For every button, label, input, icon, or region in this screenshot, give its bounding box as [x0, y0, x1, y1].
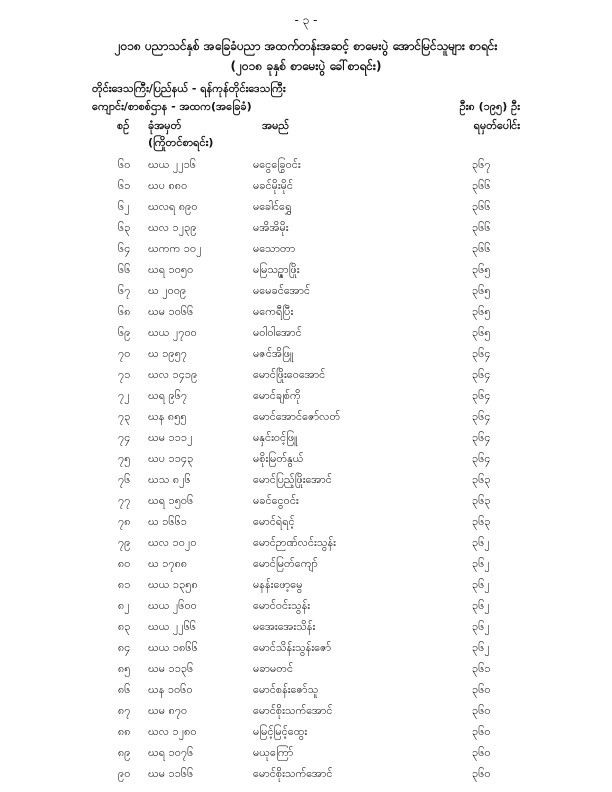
row-number: ၆၇ [118, 284, 131, 297]
row-number: ၈၇ [118, 704, 131, 717]
candidate-name: မစိုးမြတ်နွယ် [253, 452, 304, 465]
total-marks: ၃၆၅ [472, 305, 491, 318]
candidate-name: မခင်မိုးမိုင် [253, 179, 294, 192]
total-marks: ၃၆၀ [472, 746, 491, 759]
candidate-name: မောင်အောင်ဇော်လတ် [253, 410, 341, 423]
table-row [0, 427, 612, 448]
candidate-name: မခင်ငွေဝင်း [253, 494, 299, 507]
row-number: ၈၈ [118, 725, 131, 738]
row-number: ၈၉ [118, 746, 131, 759]
total-marks: ၃၆၂ [472, 557, 490, 570]
roll-number: ဃမ ၁၁၃၆ [148, 662, 194, 675]
table-row [0, 217, 612, 238]
candidate-name: မအေးအေးသိန်း [253, 620, 316, 633]
roll-number: ဃပ ၁၁၄၃ [148, 452, 194, 465]
table-row [0, 721, 612, 742]
table-row [0, 343, 612, 364]
roll-number: ဃပ ၈၈၀ [148, 179, 188, 192]
roll-number: ဃလရ ၈၉၀ [148, 200, 198, 213]
total-marks: ၃၆၂ [472, 578, 490, 591]
roll-number: ဃမ ၁၁၁၂ [148, 431, 193, 444]
candidate-name: မမြသဉ္ဇာဖြိုး [253, 263, 300, 276]
column-header-no: စဉ် [117, 119, 130, 132]
total-marks: ၃၆၆ [472, 200, 491, 213]
table-row [0, 385, 612, 406]
table-row [0, 364, 612, 385]
total-marks: ၃၆၃ [472, 494, 491, 507]
total-marks: ၃၆၂ [472, 641, 490, 654]
candidate-name: မမြင့်မြင့်ထွေး [253, 725, 308, 738]
row-number: ၇၉ [118, 536, 131, 549]
total-marks: ၃၆၄ [472, 452, 491, 465]
row-number: ၈၃ [118, 620, 131, 633]
column-header-marks: ရမှတ်ပေါင်း [473, 119, 520, 132]
row-number: ၆၂ [118, 200, 130, 213]
total-marks: ၃၆၀ [472, 767, 491, 780]
candidate-name: မဝါဝါအောင် [253, 326, 302, 339]
candidate-name: မမေခင်အောင် [253, 284, 311, 297]
total-marks: ၃၆၅ [472, 263, 491, 276]
table-row [0, 322, 612, 343]
table-row [0, 511, 612, 532]
candidate-name: မောင်ချစ်ကို [253, 389, 301, 402]
total-marks: ၃၆၆ [472, 242, 491, 255]
candidate-name: မောင်မြတ်ကျော် [253, 557, 318, 570]
roll-number: ဃရ ၁၅၀၆ [148, 494, 194, 507]
table-row [0, 532, 612, 553]
row-number: ၇၁ [118, 368, 131, 381]
row-number: ၇၅ [118, 452, 131, 465]
total-marks: ၃၆၄ [472, 368, 491, 381]
table-row [0, 742, 612, 763]
candidate-name: မောင်စန်းဇော်သူ [253, 683, 319, 696]
roll-number: ဃ ၁၆၆၁ [148, 515, 187, 528]
roll-number: ဃ ၂၀၀၉ [148, 284, 187, 297]
page-number: - ၃ - [294, 13, 318, 27]
table-row [0, 616, 612, 637]
roll-number: ဃမ ၁၁၆၆ [148, 767, 194, 780]
candidate-name: မဇင်အိဖြူ [253, 347, 294, 360]
table-row [0, 154, 612, 175]
table-row [0, 301, 612, 322]
column-header-roll: ခုံအမှတ် [148, 119, 182, 132]
total-marks: ၃၆၂ [472, 620, 490, 633]
roll-number: ဃရ ၁၀၅၀ [148, 263, 194, 276]
total-marks: ၃၆၀ [472, 725, 491, 738]
table-row [0, 658, 612, 679]
roll-number: ဃယ ၁၈၆၆ [148, 641, 198, 654]
document-title: ၂၀၁၈ ပညာသင်နှစ် အခြေခံပညာ အထက်တန်းအဆင့် စာမေးပွဲ အောင်မြင်သူများ စာရင်း [114, 39, 498, 53]
table-row [0, 679, 612, 700]
total-marks: ၃၆၆ [472, 179, 491, 192]
table-row [0, 196, 612, 217]
total-marks: ၃၆၅ [472, 284, 491, 297]
total-marks: ၃၆၁ [472, 662, 491, 675]
table-row [0, 469, 612, 490]
roll-number: ဃ ၁၉၅၇ [148, 347, 187, 360]
table-row [0, 763, 612, 784]
row-number: ၇၄ [118, 431, 131, 444]
candidate-count: ဦး၈ (၁၉၅) ဦး [459, 100, 520, 113]
table-row [0, 637, 612, 658]
roll-number: ဃယ ၂၂၁၆ [148, 158, 197, 171]
candidate-name: မနှင်းဝင့်ဖြူ [253, 431, 298, 444]
candidate-name: မအိအိမိုး [253, 221, 289, 234]
roll-number: ဃယ ၂၂၆၆ [148, 620, 197, 633]
table-row [0, 448, 612, 469]
roll-number: ဃယ ၂၆၀၀ [148, 599, 197, 612]
roll-number: ဃယ ၁၃၅၈ [148, 578, 198, 591]
column-header-name: အမည် [262, 119, 290, 132]
row-number: ၆၆ [118, 263, 131, 276]
roll-number: ဃန ၈၅၅ [148, 410, 187, 423]
roll-number: ဃလ ၁၂၃၉ [148, 221, 197, 234]
candidate-name: မောင်စိုးသက်အောင် [253, 767, 333, 780]
row-number: ၈၄ [118, 641, 131, 654]
roll-number: ဃကက ၁၀၂ [148, 242, 202, 255]
table-row [0, 238, 612, 259]
row-number: ၈၆ [118, 683, 131, 696]
roll-number: ဃလ ၁၀၂၀ [148, 536, 197, 549]
row-number: ၇၀ [118, 347, 131, 360]
roll-number: ဃ ၁၇၈၈ [148, 557, 188, 570]
total-marks: ၃၆၃ [472, 515, 491, 528]
table-row [0, 490, 612, 511]
row-number: ၆၄ [118, 242, 131, 255]
roll-number: ဃရ ၉၆၇ [148, 389, 188, 402]
row-number: ၈၅ [118, 662, 131, 675]
row-number: ၈၁ [118, 578, 131, 591]
roll-number: ဃမ ၁၀၆၆ [148, 305, 194, 318]
row-number: ၇၈ [118, 515, 131, 528]
total-marks: ၃၆၀ [472, 683, 491, 696]
row-number: ၆၈ [118, 305, 131, 318]
table-row [0, 574, 612, 595]
school-line: ကျောင်း/စာစစ်ဌာန - အထက(အခြေခံ) [92, 100, 252, 113]
candidate-name: မောင်စိုးသက်အောင် [253, 704, 333, 717]
candidate-name: မယုကြော် [253, 746, 294, 759]
candidate-name: မောင်ဉာဏ်လင်းသွန်း [253, 536, 336, 549]
row-number: ၆၃ [118, 221, 131, 234]
total-marks: ၃၆၄ [472, 431, 491, 444]
row-number: ၇၇ [118, 494, 131, 507]
table-row [0, 553, 612, 574]
candidate-name: မခာမတင် [253, 662, 294, 675]
candidate-name: မငွေခြွေဝင်း [253, 158, 301, 171]
column-header-roll-sub: (ကြိုတင်စာရင်း) [148, 136, 214, 149]
total-marks: ၃၆၂ [472, 536, 490, 549]
candidate-name: မောင်ဝင်းသွန်း [253, 599, 311, 612]
total-marks: ၃၆၄ [472, 347, 491, 360]
candidate-name: မကေရီပြီး [253, 305, 294, 318]
roll-number: ဃမ ၈၇၀ [148, 704, 188, 717]
roll-number: ဃယ ၂၇၀၀ [148, 326, 197, 339]
row-number: ၆၀ [118, 158, 131, 171]
total-marks: ၃၆၇ [472, 158, 491, 171]
roll-number: ဃသ ၈၂၆ [148, 473, 191, 486]
total-marks: ၃၆၆ [472, 221, 491, 234]
total-marks: ၃၆၀ [472, 704, 491, 717]
candidate-name: မောင်သိန်းသွန်းဇော် [253, 641, 332, 654]
row-number: ၇၃ [118, 410, 131, 423]
document-subtitle: (၂၀၁၈ ခုနှစ် စာမေးပွဲ ခေါ်စာရင်း) [230, 59, 382, 73]
candidate-name: မောင်ရဲရင့် [253, 515, 295, 528]
candidate-name: မောင်ပြည့်ဖြိုးအောင် [253, 473, 332, 486]
table-row [0, 700, 612, 721]
roll-number: ဃန ၁၀၆၀ [148, 683, 193, 696]
row-number: ၈၀ [118, 557, 131, 570]
row-number: ၆၉ [118, 326, 131, 339]
candidate-name: မနန်းဖော့မွေ [253, 578, 303, 591]
total-marks: ၃၆၂ [472, 599, 490, 612]
candidate-name: မသောတာ [253, 242, 296, 255]
table-row [0, 406, 612, 427]
candidate-name: မခေါင်ရွှေ [253, 200, 292, 213]
roll-number: ဃရ ၁၀၇၆ [148, 746, 194, 759]
table-row [0, 259, 612, 280]
row-number: ၈၂ [118, 599, 130, 612]
row-number: ၆၁ [118, 179, 131, 192]
total-marks: ၃၆၅ [472, 326, 491, 339]
table-row [0, 280, 612, 301]
results-table [0, 154, 612, 784]
row-number: ၇၆ [118, 473, 131, 486]
candidate-name: မောင်ဖြိုးဝေအောင် [253, 368, 326, 381]
total-marks: ၃၆၃ [472, 473, 491, 486]
total-marks: ၃၆၄ [472, 389, 491, 402]
row-number: ၇၂ [118, 389, 130, 402]
table-row [0, 595, 612, 616]
region-line: တိုင်းဒေသကြီး/ပြည်နယ် - ရန်ကုန်တိုင်းဒေသကြီး [92, 82, 286, 95]
total-marks: ၃၆၄ [472, 410, 491, 423]
roll-number: ဃလ ၁၄၁၉ [148, 368, 198, 381]
table-row [0, 175, 612, 196]
roll-number: ဃလ ၁၂၈၀ [148, 725, 197, 738]
row-number: ၉၀ [118, 767, 131, 780]
